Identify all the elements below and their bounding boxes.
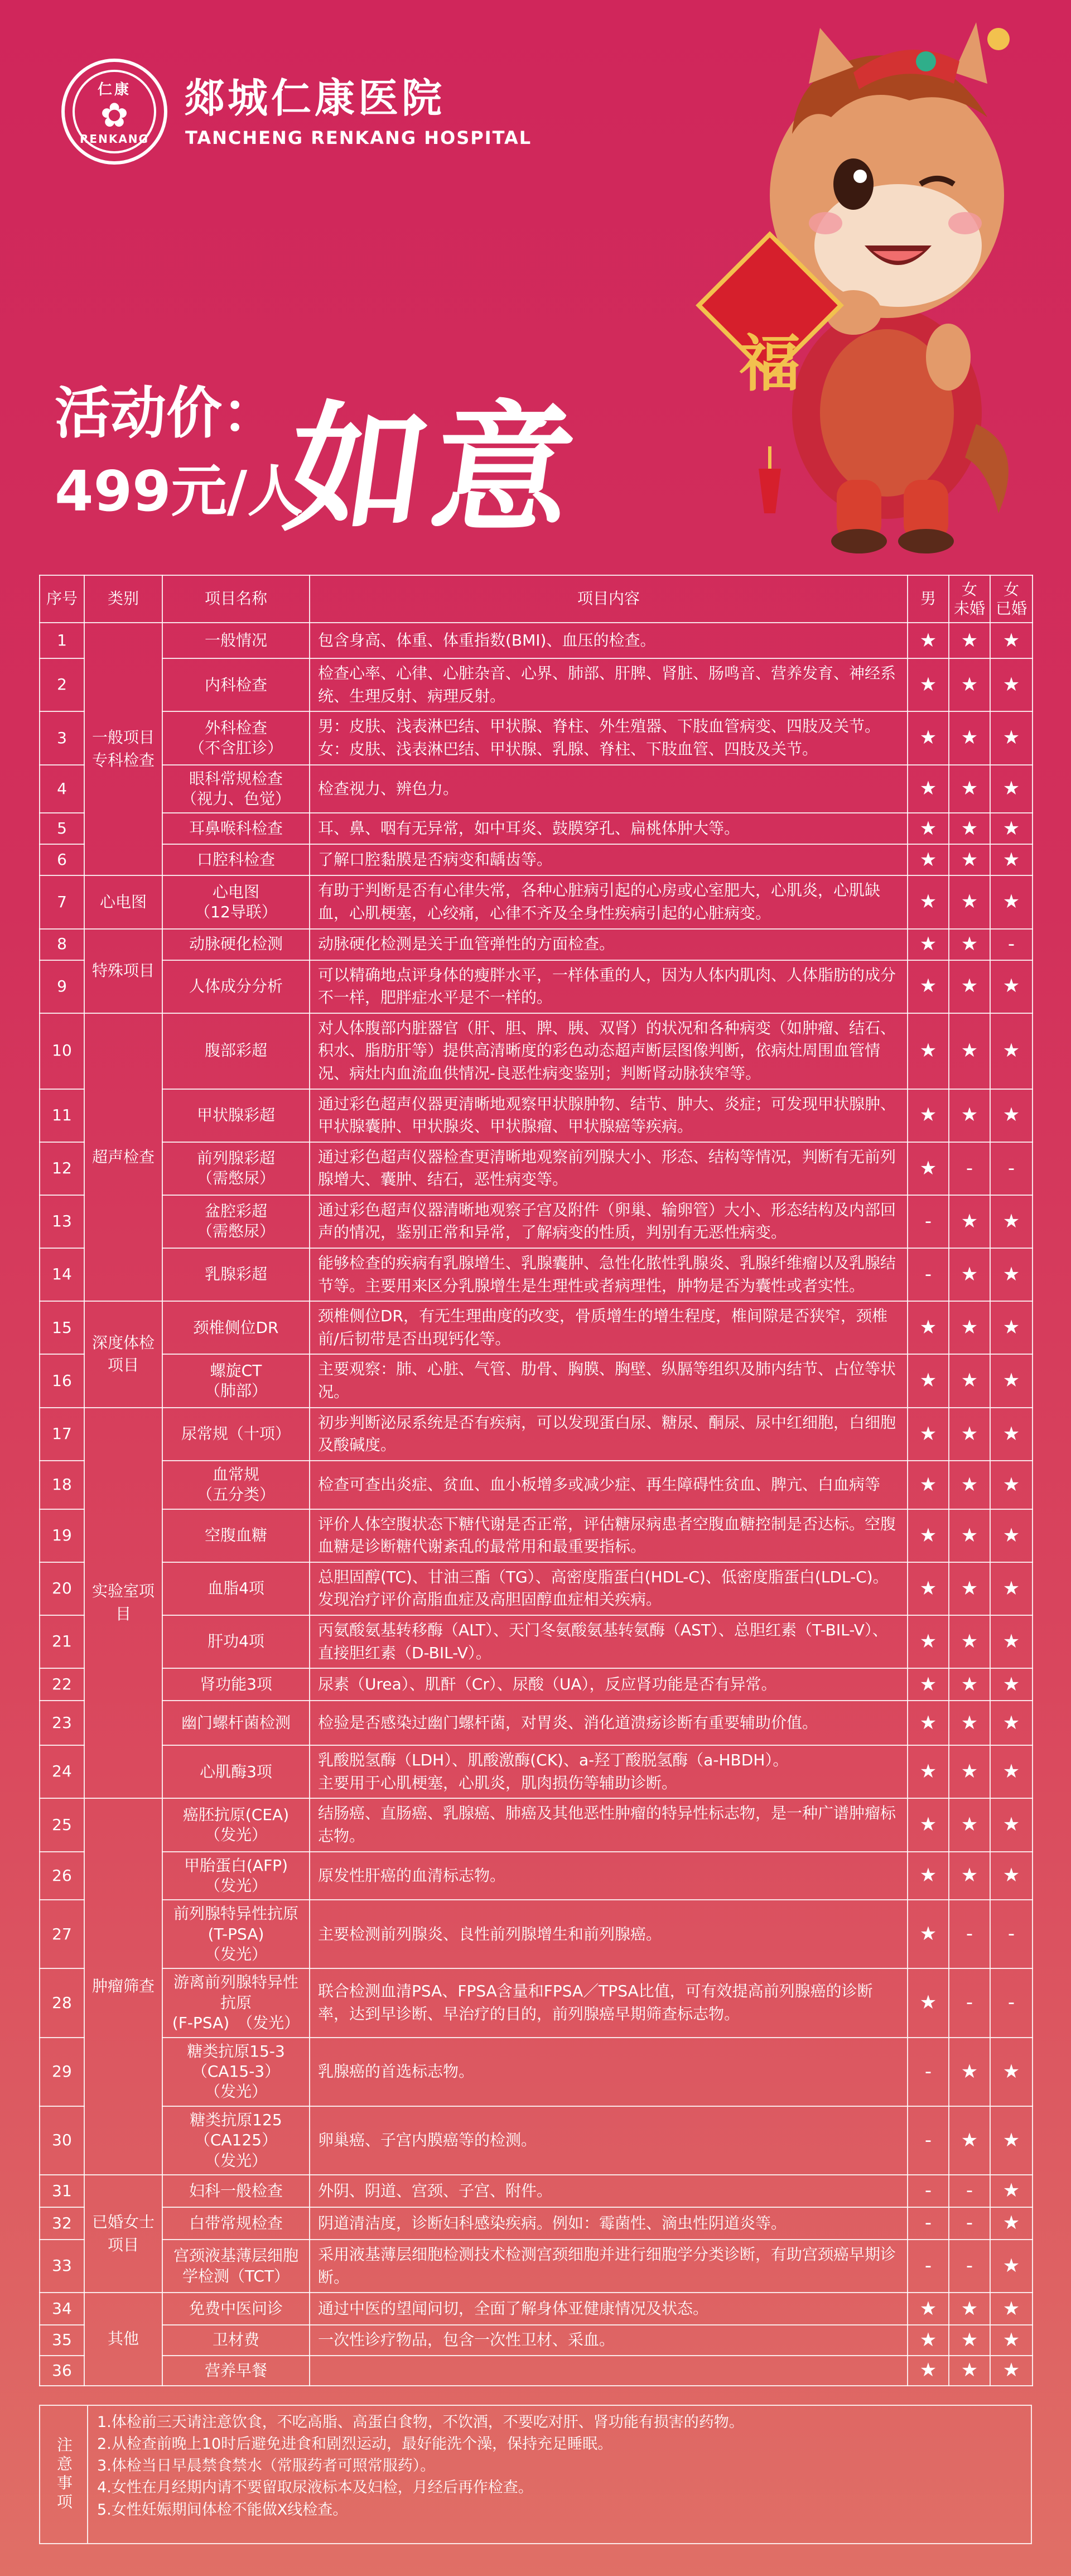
row-number: 26 [40, 1852, 84, 1900]
item-content: 动脉硬化检测是关于血管弹性的方面检查。 [310, 929, 908, 960]
male-mark: ★ [908, 765, 949, 813]
male-mark: ★ [908, 1745, 949, 1798]
male-mark: ★ [908, 1668, 949, 1701]
male-mark: - [908, 2207, 949, 2240]
table-row [40, 1900, 1033, 1968]
item-name: 血常规 （五分类） [162, 1461, 310, 1509]
item-content: 颈椎侧位DR，有无生理曲度的改变，骨质增生的增生程度，椎间隙是否狭窄，颈椎前/后韧带是否出现钙化等。 [310, 1301, 908, 1354]
male-mark: ★ [908, 1701, 949, 1745]
table-row [40, 2356, 1033, 2386]
table-row [40, 711, 1033, 764]
female-single-mark: ★ [949, 1701, 990, 1745]
row-category: 肿瘤筛查 [84, 1798, 162, 2175]
male-mark: ★ [908, 658, 949, 711]
item-content: 主要观察：肺、心脏、气管、肋骨、胸膜、胸壁、纵膈等组织及肺内结节、占位等状况。 [310, 1354, 908, 1407]
female-married-mark: ★ [990, 1089, 1033, 1142]
female-single-mark: ★ [949, 2293, 990, 2325]
item-content: 总胆固醇(TC)、甘油三酯（TG）、高密度脂蛋白(HDL-C)、低密度脂蛋白(LDL-C)。发现治疗评价高脂血症及高胆固醇血症相关疾病。 [310, 1562, 908, 1615]
item-name: 人体成分分析 [162, 960, 310, 1013]
item-name: 免费中医问诊 [162, 2293, 310, 2325]
female-married-mark: ★ [990, 711, 1033, 764]
item-name: 空腹血糖 [162, 1509, 310, 1562]
header-content: 项目内容 [310, 575, 908, 623]
female-single-mark: ★ [949, 1195, 990, 1248]
item-name: 幽门螺杆菌检测 [162, 1701, 310, 1745]
male-mark: ★ [908, 1615, 949, 1668]
female-single-mark: - [949, 1900, 990, 1968]
row-number: 35 [40, 2325, 84, 2356]
male-mark: ★ [908, 1142, 949, 1195]
female-married-mark: ★ [990, 2106, 1033, 2175]
item-content: 结肠癌、直肠癌、乳腺癌、肺癌及其他恶性肿瘤的特异性标志物，是一种广谱肿瘤标志物。 [310, 1798, 908, 1851]
table-row [40, 2038, 1033, 2106]
row-number: 28 [40, 1968, 84, 2037]
table-row [40, 875, 1033, 928]
hospital-logo [61, 59, 167, 165]
male-mark: - [908, 2038, 949, 2106]
logo-mark-icon: ✿ [100, 95, 129, 135]
notes-list [88, 2406, 753, 2543]
item-content: 检查视力、辨色力。 [310, 765, 908, 813]
row-number: 31 [40, 2175, 84, 2207]
female-married-mark: ★ [990, 2293, 1033, 2325]
item-name: 螺旋CT （肺部） [162, 1354, 310, 1407]
male-mark: ★ [908, 1798, 949, 1851]
table-row [40, 1461, 1033, 1509]
male-mark: ★ [908, 623, 949, 658]
female-married-mark: ★ [990, 1013, 1033, 1089]
female-single-mark: ★ [949, 1615, 990, 1668]
item-name: 卫材费 [162, 2325, 310, 2356]
table-header-row [40, 575, 1033, 623]
item-name: 甲状腺彩超 [162, 1089, 310, 1142]
note-item: 4.女性在月经期内请不要留取尿液标本及妇检，月经后再作检查。 [97, 2479, 533, 2497]
item-name: 妇科一般检查 [162, 2175, 310, 2207]
notes-label: 注意事项 [40, 2406, 88, 2543]
item-name: 一般情况 [162, 623, 310, 658]
male-mark: ★ [908, 1013, 949, 1089]
row-category: 深度体检项目 [84, 1301, 162, 1407]
item-name: 内科检查 [162, 658, 310, 711]
female-married-mark: ★ [990, 1798, 1033, 1851]
item-content [310, 2356, 908, 2386]
female-single-mark: - [949, 2175, 990, 2207]
table-row [40, 1509, 1033, 1562]
table-row [40, 1301, 1033, 1354]
item-name: 癌胚抗原(CEA) （发光） [162, 1798, 310, 1851]
item-content: 评价人体空腹状态下糖代谢是否正常，评估糖尿病患者空腹血糖控制是否达标。空腹血糖是诊断糖代谢紊乱的最常用和最重要指标。 [310, 1509, 908, 1562]
row-category: 特殊项目 [84, 929, 162, 1013]
female-married-mark: ★ [990, 813, 1033, 844]
row-number: 25 [40, 1798, 84, 1851]
row-category: 已婚女士项目 [84, 2175, 162, 2293]
row-number: 1 [40, 623, 84, 658]
female-married-mark: ★ [990, 960, 1033, 1013]
item-name: 游离前列腺特异性抗原 (F-PSA) （发光） [162, 1968, 310, 2037]
female-married-mark: ★ [990, 2175, 1033, 2207]
female-single-mark: ★ [949, 1461, 990, 1509]
male-mark: ★ [908, 1852, 949, 1900]
table-row [40, 2293, 1033, 2325]
male-mark: ★ [908, 2293, 949, 2325]
fu-character: 福 [739, 328, 800, 399]
female-married-mark: - [990, 1142, 1033, 1195]
row-category: 其他 [84, 2293, 162, 2386]
item-name: 尿常规（十项） [162, 1408, 310, 1461]
item-content: 能够检查的疾病有乳腺增生、乳腺囊肿、急性化脓性乳腺炎、乳腺纤维瘤以及乳腺结节等。主要用来区分乳腺增生是生理性或者病理性，肿物是否为囊性或者实性。 [310, 1248, 908, 1301]
header-female-married: 女 已婚 [990, 575, 1033, 623]
row-category: 实验室项目 [84, 1408, 162, 1799]
item-name: 腹部彩超 [162, 1013, 310, 1089]
female-single-mark: ★ [949, 623, 990, 658]
male-mark: - [908, 2175, 949, 2207]
item-name: 外科检查 （不含肛诊） [162, 711, 310, 764]
row-number: 18 [40, 1461, 84, 1509]
item-content: 通过彩色超声仪器清晰地观察子宫及附件（卵巢、输卵管）大小、形态结构及内部回声的情况，鉴别正常和异常，了解病变的性质，判别有无恶性病变。 [310, 1195, 908, 1248]
item-name: 甲胎蛋白(AFP) （发光） [162, 1852, 310, 1900]
row-number: 2 [40, 658, 84, 711]
row-number: 33 [40, 2240, 84, 2293]
item-name: 盆腔彩超 （需憋尿） [162, 1195, 310, 1248]
female-single-mark: - [949, 2240, 990, 2293]
item-content: 通过彩色超声仪器检查更清晰地观察前列腺大小、形态、结构等情况，判断有无前列腺增大、囊肿、结石，恶性病变等。 [310, 1142, 908, 1195]
female-single-mark: ★ [949, 1798, 990, 1851]
note-item: 2.从检查前晚上10时后避免进食和剧烈运动，最好能洗个澡，保持充足睡眠。 [97, 2435, 613, 2453]
row-number: 36 [40, 2356, 84, 2386]
female-married-mark: ★ [990, 1408, 1033, 1461]
male-mark: ★ [908, 2325, 949, 2356]
item-name: 肾功能3项 [162, 1668, 310, 1701]
item-content: 可以精确地点评身体的瘦胖水平，一样体重的人，因为人体内肌肉、人体脂肪的成分不一样，肥胖症水平是不一样的。 [310, 960, 908, 1013]
female-single-mark: ★ [949, 2038, 990, 2106]
item-content: 包含身高、体重、体重指数(BMI)、血压的检查。 [310, 623, 908, 658]
female-married-mark: ★ [990, 2207, 1033, 2240]
female-married-mark: ★ [990, 2356, 1033, 2386]
hospital-name: 郯城仁康医院 [184, 75, 446, 122]
table-row [40, 2207, 1033, 2240]
item-name: 肝功4项 [162, 1615, 310, 1668]
female-single-mark: ★ [949, 960, 990, 1013]
female-married-mark: ★ [990, 2038, 1033, 2106]
female-married-mark: ★ [990, 1461, 1033, 1509]
item-content: 乳酸脱氢酶（LDH）、肌酸激酶(CK)、a-羟丁酸脱氢酶（a-HBDH）。 主要用于心肌梗塞，心肌炎，肌肉损伤等辅助诊断。 [310, 1745, 908, 1798]
table-row [40, 1013, 1033, 1089]
female-married-mark: ★ [990, 2240, 1033, 2293]
male-mark: ★ [908, 813, 949, 844]
female-married-mark: ★ [990, 1354, 1033, 1407]
table-row [40, 1968, 1033, 2037]
row-number: 7 [40, 875, 84, 928]
female-married-mark: ★ [990, 1509, 1033, 1562]
note-item: 5.女性妊娠期间体检不能做X线检查。 [97, 2501, 348, 2519]
table-row [40, 1798, 1033, 1851]
female-single-mark: ★ [949, 711, 990, 764]
row-number: 34 [40, 2293, 84, 2325]
item-content: 了解口腔黏膜是否病变和龋齿等。 [310, 844, 908, 875]
table-row [40, 1089, 1033, 1142]
item-name: 糖类抗原125 （CA125） （发光） [162, 2106, 310, 2175]
female-married-mark: ★ [990, 1745, 1033, 1798]
note-item: 3.体检当日早晨禁食禁水（常服药者可照常服药）。 [97, 2457, 436, 2475]
row-number: 4 [40, 765, 84, 813]
row-number: 24 [40, 1745, 84, 1798]
table-row [40, 1248, 1033, 1301]
item-content: 男：皮肤、浅表淋巴结、甲状腺、脊柱、外生殖器、下肢血管病变、四肢及关节。 女：皮肤、浅表淋巴结、甲状腺、乳腺、脊柱、下肢血管、四肢及关节。 [310, 711, 908, 764]
female-single-mark: ★ [949, 765, 990, 813]
table-row [40, 765, 1033, 813]
item-content: 通过中医的望闻问切，全面了解身体亚健康情况及状态。 [310, 2293, 908, 2325]
item-name: 糖类抗原15-3 （CA15-3） （发光） [162, 2038, 310, 2106]
item-content: 阴道清洁度，诊断妇科感染疾病。例如：霉菌性、滴虫性阴道炎等。 [310, 2207, 908, 2240]
item-content: 一次性诊疗物品，包含一次性卫材、采血。 [310, 2325, 908, 2356]
table-row [40, 1195, 1033, 1248]
male-mark: ★ [908, 875, 949, 928]
item-name: 血脂4项 [162, 1562, 310, 1615]
row-number: 6 [40, 844, 84, 875]
row-number: 11 [40, 1089, 84, 1142]
row-number: 21 [40, 1615, 84, 1668]
table-row [40, 929, 1033, 960]
male-mark: ★ [908, 2356, 949, 2386]
female-married-mark: ★ [990, 1562, 1033, 1615]
item-content: 通过彩色超声仪器更清晰地观察甲状腺肿物、结节、肿大、炎症；可发现甲状腺肿、甲状腺囊肿、甲状腺炎、甲状腺瘤、甲状腺癌等疾病。 [310, 1089, 908, 1142]
row-number: 27 [40, 1900, 84, 1968]
female-single-mark: ★ [949, 1408, 990, 1461]
item-name: 营养早餐 [162, 2356, 310, 2386]
item-name: 前列腺特异性抗原 (T-PSA) （发光） [162, 1900, 310, 1968]
female-single-mark: ★ [949, 2325, 990, 2356]
item-name: 动脉硬化检测 [162, 929, 310, 960]
male-mark: - [908, 2106, 949, 2175]
item-content: 检查心率、心律、心脏杂音、心界、肺部、肝脾、肾脏、肠鸣音、营养发育、神经系统、生理反射、病理反射。 [310, 658, 908, 711]
table-row [40, 813, 1033, 844]
female-married-mark: ★ [990, 1248, 1033, 1301]
female-single-mark: ★ [949, 1089, 990, 1142]
female-single-mark: ★ [949, 1354, 990, 1407]
female-single-mark: ★ [949, 1301, 990, 1354]
female-single-mark: - [949, 1142, 990, 1195]
item-content: 丙氨酸氨基转移酶（ALT）、天门冬氨酸氨基转氨酶（AST）、总胆红素（T-BIL-V）、直接胆红素（D-BIL-V）。 [310, 1615, 908, 1668]
item-content: 外阴、阴道、宫颈、子宫、附件。 [310, 2175, 908, 2207]
row-number: 9 [40, 960, 84, 1013]
female-single-mark: ★ [949, 1745, 990, 1798]
table-row [40, 1562, 1033, 1615]
male-mark: ★ [908, 1562, 949, 1615]
item-content: 卵巢癌、子宫内膜癌等的检测。 [310, 2106, 908, 2175]
row-number: 16 [40, 1354, 84, 1407]
logo-bottom-text: RENKANG [80, 132, 149, 146]
female-married-mark: - [990, 1968, 1033, 2037]
row-category: 心电图 [84, 875, 162, 928]
female-single-mark: ★ [949, 1248, 990, 1301]
male-mark: - [908, 1248, 949, 1301]
male-mark: ★ [908, 1461, 949, 1509]
male-mark: ★ [908, 844, 949, 875]
female-married-mark: ★ [990, 875, 1033, 928]
row-category: 一般项目专科检查 [84, 623, 162, 875]
item-content: 主要检测前列腺炎、良性前列腺增生和前列腺癌。 [310, 1900, 908, 1968]
male-mark: ★ [908, 1301, 949, 1354]
item-name: 宫颈液基薄层细胞学检测（TCT） [162, 2240, 310, 2293]
female-single-mark: ★ [949, 2106, 990, 2175]
male-mark: ★ [908, 1968, 949, 2037]
hospital-en-name: TANCHENG RENKANG HOSPITAL [185, 127, 532, 148]
female-single-mark: ★ [949, 813, 990, 844]
table-row [40, 844, 1033, 875]
female-married-mark: ★ [990, 623, 1033, 658]
item-content: 初步判断泌尿系统是否有疾病，可以发现蛋白尿、糖尿、酮尿、尿中红细胞，白细胞及酸碱度。 [310, 1408, 908, 1461]
item-content: 检验是否感染过幽门螺杆菌，对胃炎、消化道溃疡诊断有重要辅助价值。 [310, 1701, 908, 1745]
logo-top-text: 仁康 [97, 81, 131, 98]
row-number: 12 [40, 1142, 84, 1195]
female-married-mark: ★ [990, 765, 1033, 813]
male-mark: ★ [908, 1900, 949, 1968]
table-row [40, 1408, 1033, 1461]
female-married-mark: - [990, 929, 1033, 960]
table-row [40, 658, 1033, 711]
item-name: 眼科常规检查 （视力、色觉） [162, 765, 310, 813]
item-name: 口腔科检查 [162, 844, 310, 875]
table-row [40, 2325, 1033, 2356]
header-name: 项目名称 [162, 575, 310, 623]
male-mark: ★ [908, 1509, 949, 1562]
female-single-mark: ★ [949, 1509, 990, 1562]
female-married-mark: ★ [990, 2325, 1033, 2356]
item-name: 耳鼻喉科检查 [162, 813, 310, 844]
table-row [40, 2175, 1033, 2207]
header-female-single: 女 未婚 [949, 575, 990, 623]
female-single-mark: - [949, 2207, 990, 2240]
price-value: 499元/人 [55, 459, 303, 524]
male-mark: ★ [908, 1408, 949, 1461]
male-mark: - [908, 2240, 949, 2293]
male-mark: ★ [908, 929, 949, 960]
table-row [40, 2240, 1033, 2293]
female-single-mark: ★ [949, 1852, 990, 1900]
female-single-mark: ★ [949, 2356, 990, 2386]
item-name: 白带常规检查 [162, 2207, 310, 2240]
item-content: 检查可查出炎症、贫血、血小板增多或减少症、再生障碍性贫血、脾亢、白血病等 [310, 1461, 908, 1509]
male-mark: - [908, 1195, 949, 1248]
row-number: 10 [40, 1013, 84, 1089]
item-content: 耳、鼻、咽有无异常，如中耳炎、鼓膜穿孔、扁桃体肿大等。 [310, 813, 908, 844]
exam-table [39, 575, 1032, 2386]
row-number: 8 [40, 929, 84, 960]
male-mark: ★ [908, 1354, 949, 1407]
item-name: 心电图 （12导联） [162, 875, 310, 928]
female-single-mark: ★ [949, 1668, 990, 1701]
item-content: 有助于判断是否有心律失常，各种心脏病引起的心房或心室肥大，心肌炎，心肌缺血，心肌梗塞，心绞痛，心律不齐及全身性疾病引起的心脏病变。 [310, 875, 908, 928]
female-single-mark: ★ [949, 1013, 990, 1089]
row-number: 15 [40, 1301, 84, 1354]
header-male: 男 [908, 575, 949, 623]
item-content: 尿素（Urea）、肌酐（Cr）、尿酸（UA），反应肾功能是否有异常。 [310, 1668, 908, 1701]
male-mark: ★ [908, 1089, 949, 1142]
female-married-mark: ★ [990, 1615, 1033, 1668]
female-single-mark: ★ [949, 1562, 990, 1615]
female-single-mark: ★ [949, 929, 990, 960]
female-married-mark: ★ [990, 1301, 1033, 1354]
female-single-mark: ★ [949, 658, 990, 711]
female-single-mark: ★ [949, 844, 990, 875]
row-number: 22 [40, 1668, 84, 1701]
table-row [40, 1852, 1033, 1900]
row-category: 超声检查 [84, 1013, 162, 1302]
slogan-ruyi: 如意 [277, 387, 590, 551]
female-married-mark: ★ [990, 1195, 1033, 1248]
table-row [40, 2106, 1033, 2175]
item-content: 采用液基薄层细胞检测技术检测宫颈细胞并进行细胞学分类诊断，有助宫颈癌早期诊断。 [310, 2240, 908, 2293]
female-single-mark: ★ [949, 875, 990, 928]
row-number: 23 [40, 1701, 84, 1745]
table-row [40, 1745, 1033, 1798]
item-name: 前列腺彩超 （需憋尿） [162, 1142, 310, 1195]
item-content: 对人体腹部内脏器官（肝、胆、脾、胰、双肾）的状况和各种病变（如肿瘤、结石、积水、脂肪肝等）提供高清晰度的彩色动态超声断层图像判断，依病灶周围血管情况、病灶内血流血供情况-良恶性病变鉴别；判断肾动脉狭窄等。 [310, 1013, 908, 1089]
item-name: 乳腺彩超 [162, 1248, 310, 1301]
price-label: 活动价： [55, 381, 278, 446]
female-single-mark: - [949, 1968, 990, 2037]
female-married-mark: ★ [990, 844, 1033, 875]
item-name: 颈椎侧位DR [162, 1301, 310, 1354]
female-married-mark: ★ [990, 1852, 1033, 1900]
item-content: 原发性肝癌的血清标志物。 [310, 1852, 908, 1900]
row-number: 17 [40, 1408, 84, 1461]
male-mark: ★ [908, 960, 949, 1013]
row-number: 20 [40, 1562, 84, 1615]
table-row [40, 960, 1033, 1013]
row-number: 5 [40, 813, 84, 844]
table-row [40, 1354, 1033, 1407]
note-item: 1.体检前三天请注意饮食，不吃高脂、高蛋白食物，不饮酒，不要吃对肝、肾功能有损害的药物。 [97, 2414, 744, 2431]
row-number: 13 [40, 1195, 84, 1248]
header-category: 类别 [84, 575, 162, 623]
row-number: 14 [40, 1248, 84, 1301]
row-number: 29 [40, 2038, 84, 2106]
row-number: 3 [40, 711, 84, 764]
female-married-mark: ★ [990, 1701, 1033, 1745]
table-row [40, 1668, 1033, 1701]
male-mark: ★ [908, 711, 949, 764]
table-row [40, 623, 1033, 658]
female-married-mark: - [990, 1900, 1033, 1968]
notes-box [39, 2405, 1032, 2544]
item-content: 联合检测血清PSA、FPSA含量和FPSA／TPSA比值，可有效提高前列腺癌的诊断率，达到早诊断、早治疗的目的，前列腺癌早期筛查标志物。 [310, 1968, 908, 2037]
horse-mascot-icon [686, 22, 1032, 558]
table-row [40, 1615, 1033, 1668]
row-number: 19 [40, 1509, 84, 1562]
female-married-mark: ★ [990, 658, 1033, 711]
row-number: 32 [40, 2207, 84, 2240]
row-number: 30 [40, 2106, 84, 2175]
table-row [40, 1701, 1033, 1745]
item-name: 心肌酶3项 [162, 1745, 310, 1798]
item-content: 乳腺癌的首选标志物。 [310, 2038, 908, 2106]
table-row [40, 1142, 1033, 1195]
header-no: 序号 [40, 575, 84, 623]
female-married-mark: ★ [990, 1668, 1033, 1701]
